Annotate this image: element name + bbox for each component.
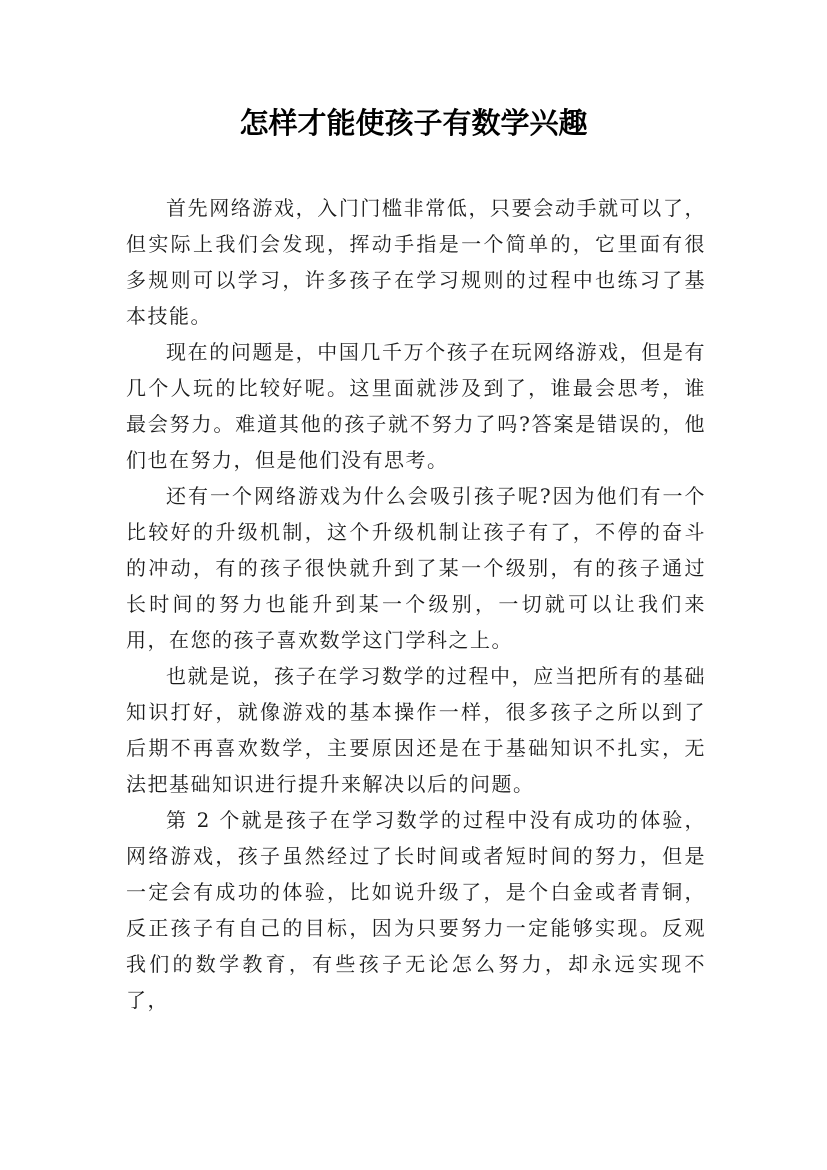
- document-title: 怎样才能使孩子有数学兴趣: [239, 106, 588, 140]
- paragraph: 第 2 个就是孩子在学习数学的过程中没有成功的体验，网络游戏，孩子虽然经过了长时间或者短时间的努力，但是一定会有成功的体验，比如说升级了，是个白金或者青铜，反正孩子有自己的目标，因为只要努力一定能够实现。反观我们的数学教育，有些孩子无论怎么努力，却永远实现不了，: [126, 808, 706, 1012]
- document-body: [126, 190, 706, 1018]
- paragraph: 也就是说，孩子在学习数学的过程中，应当把所有的基础知识打好，就像游戏的基本操作一样，很多孩子之所以到了后期不再喜欢数学，主要原因还是在于基础知识不扎实，无法把基础知识进行提升来解决以后的问题。: [126, 664, 706, 796]
- paragraph: 首先网络游戏，入门门槛非常低，只要会动手就可以了，但实际上我们会发现，挥动手指是一个简单的，它里面有很多规则可以学习，许多孩子在学习规则的过程中也练习了基本技能。: [126, 196, 706, 328]
- paragraph: 现在的问题是，中国几千万个孩子在玩网络游戏，但是有几个人玩的比较好呢。这里面就涉及到了，谁最会思考，谁最会努力。难道其他的孩子就不努力了吗?答案是错误的，他们也在努力，但是他们没有思考。: [126, 340, 706, 472]
- paragraph: 还有一个网络游戏为什么会吸引孩子呢?因为他们有一个比较好的升级机制，这个升级机制让孩子有了，不停的奋斗的冲动，有的孩子很快就升到了某一个级别，有的孩子通过长时间的努力也能升到某一个级别，一切就可以让我们来用，在您的孩子喜欢数学这门学科之上。: [126, 484, 706, 652]
